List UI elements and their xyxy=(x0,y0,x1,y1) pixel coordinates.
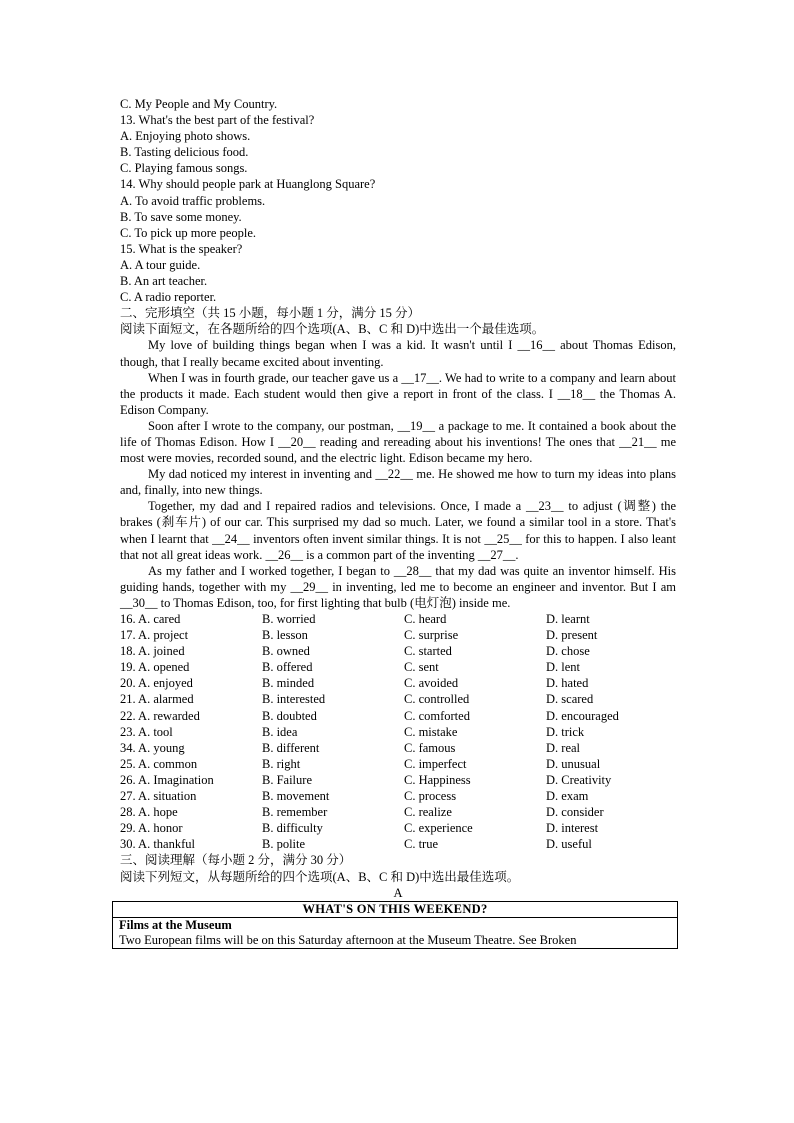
option-a: 22. A. rewarded xyxy=(120,708,200,723)
option-d: D. useful xyxy=(546,837,592,852)
option-d: D. exam xyxy=(546,789,589,804)
passage-paragraph: As my father and I worked together, I began to __28__ that my dad was quite an inventor himself. His guiding hands, together with my __29__ in inventing, led me to become an engineer and inventor. But I am __30__ to Thomas Edison, too, for first lighting that bulb (电灯泡) inside me. xyxy=(120,563,676,610)
option-row xyxy=(120,724,676,740)
option-row xyxy=(120,643,676,659)
option-a: 34. A. young xyxy=(120,740,185,755)
option-b: B. different xyxy=(262,740,320,755)
passage-paragraph: My dad noticed my interest in inventing and __22__ me. He showed me how to turn my ideas into plans and, finally, into new things. xyxy=(120,467,676,498)
option-c: C. famous xyxy=(404,740,456,755)
section-heading: 三、阅读理解（每小题 2 分，满分 30 分） xyxy=(120,853,352,868)
option-row xyxy=(120,756,676,772)
option-c: C. surprise xyxy=(404,628,459,643)
option-c: C. heard xyxy=(404,612,447,626)
passage-paragraph: Soon after I wrote to the company, our postman, __19__ a package to me. It contained a book about the life of Thomas Edison. How I __20__ reading and rereading about his inventions! The ones that __21__ me most were movies, recorded sound, and the electric light. Edison became my hero. xyxy=(120,418,676,466)
option-a: 29. A. honor xyxy=(120,821,183,836)
option-row xyxy=(120,611,676,627)
cloze-options xyxy=(120,611,676,852)
question-15: 15. What is the speaker? xyxy=(120,241,243,256)
table-cell xyxy=(113,917,678,948)
option-a: 25. A. common xyxy=(120,756,198,771)
option-row xyxy=(120,788,676,804)
passage-paragraph: My love of building things began when I was a kid. It wasn't until I __16__ about Thomas Edison, though, that I really became excited about inventing. xyxy=(120,338,676,369)
cloze-section xyxy=(120,305,676,852)
option-c: C. experience xyxy=(404,821,473,836)
section-instruction: 阅读下列短文，从每题所给的四个选项(A、B、C 和 D)中选出最佳选项。 xyxy=(120,869,520,884)
option-a: 27. A. situation xyxy=(120,789,197,804)
option-d: D. trick xyxy=(546,724,585,739)
option-row xyxy=(120,659,676,675)
answer-option: A. To avoid traffic problems. xyxy=(120,193,266,208)
option-d: D. interest xyxy=(546,821,599,836)
option-d: D. learnt xyxy=(546,612,590,626)
option-c: C. realize xyxy=(404,805,452,820)
answer-option: C. To pick up more people. xyxy=(120,225,257,240)
option-b: B. worried xyxy=(262,612,316,626)
option-b: B. lesson xyxy=(262,628,308,643)
option-a: 18. A. joined xyxy=(120,644,185,659)
table-title: WHAT'S ON THIS WEEKEND? xyxy=(113,901,678,917)
option-d: D. encouraged xyxy=(546,708,619,723)
section-heading: 二、完形填空（共 15 小题，每小题 1 分，满分 15 分） xyxy=(120,306,421,321)
option-row xyxy=(120,675,676,691)
answer-option: A. Enjoying photo shows. xyxy=(120,129,251,144)
option-a: 16. A. cared xyxy=(120,612,181,626)
question-14: 14. Why should people park at Huanglong Square? xyxy=(120,177,376,192)
option-row xyxy=(120,772,676,788)
option-row xyxy=(120,627,676,643)
option-c: C. process xyxy=(404,789,457,804)
option-a: 19. A. opened xyxy=(120,660,190,675)
passage-label: A xyxy=(393,885,403,900)
passage-paragraph: Together, my dad and I repaired radios and televisions. Once, I made a __23__ to adjust (调整) the brakes (刹车片) of our car. This surprised my dad so much. Later, we found a similar tool in a store. That's when I learnt that __24__ inventors often invent similar things. It is not __25__ for this to happen. I also leant that not all great ideas work. __26__ is a common part of the inventing __27__. xyxy=(120,499,676,562)
answer-option: C. Playing famous songs. xyxy=(120,161,248,176)
option-d: D. real xyxy=(546,740,581,755)
answer-option: A. A tour guide. xyxy=(120,257,201,272)
option-c: C. started xyxy=(404,644,452,659)
option-b: B. interested xyxy=(262,692,326,707)
option-d: D. chose xyxy=(546,644,590,659)
option-d: D. unusual xyxy=(546,756,601,771)
option-d: D. Creativity xyxy=(546,772,612,787)
text-line: C. My People and My Country. xyxy=(120,97,278,111)
option-b: B. Failure xyxy=(262,772,312,787)
option-b: B. difficulty xyxy=(262,821,323,836)
option-c: C. true xyxy=(404,837,439,852)
listening-questions xyxy=(120,96,676,305)
answer-option: B. Tasting delicious food. xyxy=(120,145,249,160)
option-c: C. controlled xyxy=(404,692,470,707)
option-d: D. present xyxy=(546,628,598,643)
question-13: 13. What's the best part of the festival? xyxy=(120,113,315,128)
section-instruction: 阅读下面短文，在各题所给的四个选项(A、B、C 和 D)中选出一个最佳选项。 xyxy=(120,322,545,337)
option-a: 17. A. project xyxy=(120,628,189,643)
option-row xyxy=(120,804,676,820)
option-c: C. mistake xyxy=(404,724,458,739)
passage-paragraph: When I was in fourth grade, our teacher gave us a __17__. We had to write to a company and learn about the products it made. Each student would then give a report in front of the class. I __18__ the Thomas A. Edison Company. xyxy=(120,370,676,417)
option-b: B. polite xyxy=(262,837,306,852)
answer-option: B. An art teacher. xyxy=(120,274,208,289)
option-row xyxy=(120,691,676,707)
table-text: Two European films will be on this Saturday afternoon at the Museum Theatre. See Broken xyxy=(119,932,577,947)
table-subheading: Films at the Museum xyxy=(119,917,232,932)
option-b: B. movement xyxy=(262,789,330,804)
option-b: B. owned xyxy=(262,644,310,659)
option-b: B. idea xyxy=(262,724,298,739)
option-d: D. consider xyxy=(546,805,604,820)
weekend-events-table xyxy=(112,901,678,949)
option-a: 21. A. alarmed xyxy=(120,692,194,707)
reading-section xyxy=(120,852,676,948)
option-c: C. comforted xyxy=(404,708,470,723)
option-b: B. right xyxy=(262,756,301,771)
answer-option: B. To save some money. xyxy=(120,209,242,224)
option-d: D. scared xyxy=(546,692,594,707)
option-b: B. offered xyxy=(262,660,313,675)
option-d: D. lent xyxy=(546,660,581,675)
option-c: C. sent xyxy=(404,660,439,675)
option-c: C. avoided xyxy=(404,676,459,691)
option-a: 20. A. enjoyed xyxy=(120,676,193,691)
option-a: 23. A. tool xyxy=(120,724,173,739)
option-c: C. imperfect xyxy=(404,756,467,771)
option-c: C. Happiness xyxy=(404,772,471,787)
document-page xyxy=(120,96,676,949)
option-a: 26. A. Imagination xyxy=(120,772,214,787)
option-row xyxy=(120,820,676,836)
option-a: 30. A. thankful xyxy=(120,837,195,852)
option-b: B. remember xyxy=(262,805,328,820)
option-row xyxy=(120,708,676,724)
option-a: 28. A. hope xyxy=(120,805,178,820)
option-b: B. doubted xyxy=(262,708,317,723)
option-b: B. minded xyxy=(262,676,315,691)
option-row xyxy=(120,836,676,852)
option-row xyxy=(120,740,676,756)
answer-option: C. A radio reporter. xyxy=(120,290,217,305)
option-d: D. hated xyxy=(546,676,589,691)
